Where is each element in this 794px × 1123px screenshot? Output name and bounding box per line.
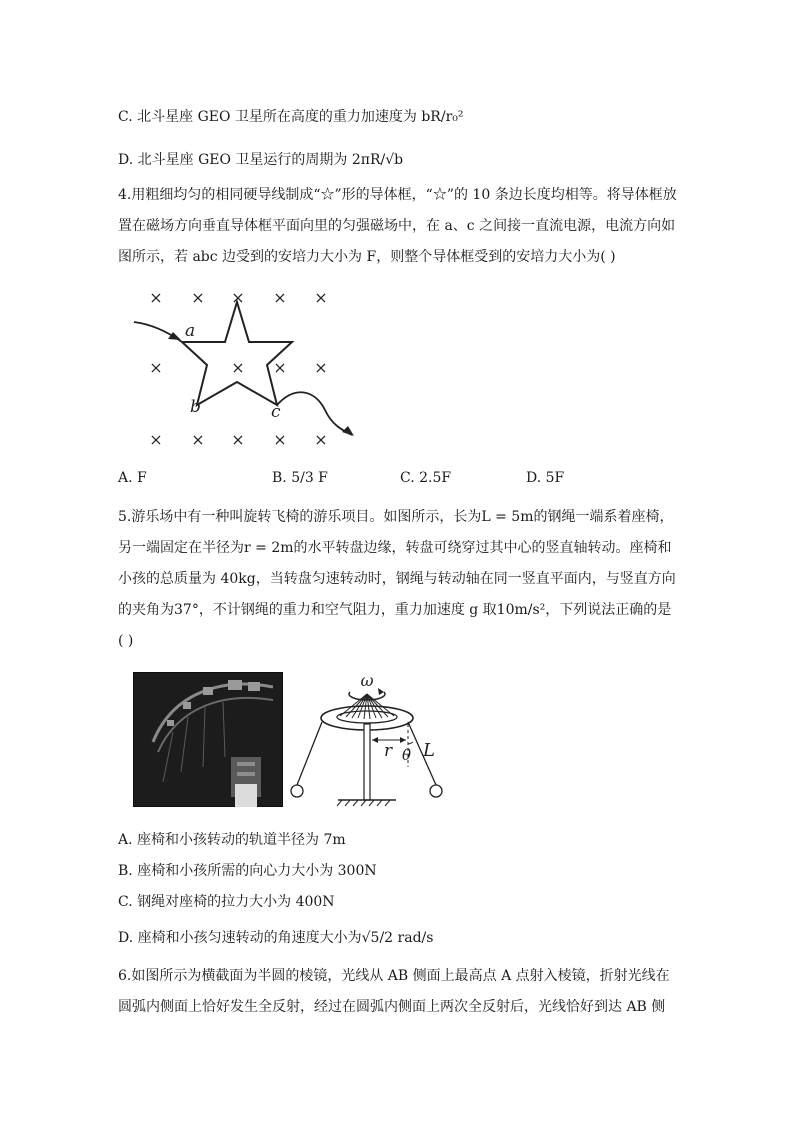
right-seat	[430, 785, 442, 797]
star-frame	[182, 302, 292, 405]
q4-options	[118, 470, 678, 492]
svg-text:×: ×	[191, 430, 205, 449]
q5-option-b: B. 座椅和小孩所需的向心力大小为 300N	[118, 863, 377, 879]
q5-option-d: D. 座椅和小孩匀速转动的角速度大小为√5/2 rad/s	[118, 930, 434, 946]
q4-stem-line-2: 置在磁场方向垂直导体框平面向里的匀强磁场中，在 a、c 之间接一直流电源，电流方向如	[118, 218, 676, 234]
label-a: a	[185, 321, 196, 341]
q6-stem-line-2: 圆弧内侧面上恰好发生全反射，经过在圆弧内侧面上两次全反射后，光线恰好到达 AB 侧	[118, 999, 666, 1015]
left-seat	[291, 785, 303, 797]
q3-option-d: D. 北斗星座 GEO 卫星运行的周期为 2πR/√b	[118, 152, 404, 168]
q5-stem-line-5: ( )	[118, 633, 134, 649]
svg-text:×: ×	[149, 358, 163, 377]
svg-text:×: ×	[314, 288, 328, 307]
q4-stem-line-1: 4.用粗细均匀的相同硬导线制成“☆”形的导体框，“☆”的 10 条边长度均相等。将导体框放	[118, 187, 677, 203]
label-theta: θ	[402, 746, 412, 764]
svg-text:×: ×	[149, 430, 163, 449]
q4-option-c: C. 2.5F	[400, 470, 452, 486]
q5-stem-line-4: 的夹角为37°，不计钢绳的重力和空气阻力，重力加速度 g 取10m/s²，下列说法正确的是	[118, 602, 672, 618]
label-b: b	[190, 397, 201, 417]
svg-text:×: ×	[273, 358, 287, 377]
vertical-axis-pole	[364, 724, 370, 800]
swing-ride-photo	[133, 672, 283, 807]
svg-text:×: ×	[273, 430, 287, 449]
label-omega: ω	[360, 672, 374, 690]
swing-ride-diagram	[288, 672, 458, 807]
label-r: r	[384, 741, 393, 761]
incoming-arrow-icon	[168, 332, 181, 340]
q4-stem-line-3: 图所示，若 abc 边受到的安培力大小为 F，则整个导体框受到的安培力大小为( )	[118, 249, 616, 265]
outgoing-wire	[277, 392, 352, 435]
outgoing-arrow-icon	[342, 426, 354, 436]
svg-text:×: ×	[191, 288, 205, 307]
svg-text:×: ×	[314, 430, 328, 449]
svg-text:×: ×	[314, 358, 328, 377]
svg-text:×: ×	[231, 288, 245, 307]
label-L: L	[423, 740, 435, 761]
q5-stem-line-3: 小孩的总质量为 40kg，当转盘匀速转动时，钢绳与转动轴在同一竖直平面内，与竖直方向	[118, 571, 676, 587]
theta-arc	[408, 742, 413, 744]
left-rope	[297, 722, 322, 785]
svg-text:×: ×	[149, 288, 163, 307]
q5-stem-line-2: 另一端固定在半径为r = 2m的水平转盘边缘，转盘可绕穿过其中心的竖直轴转动。座椅和	[118, 540, 672, 556]
q5-option-c: C. 钢绳对座椅的拉力大小为 400N	[118, 894, 335, 910]
svg-text:×: ×	[231, 358, 245, 377]
q3-option-c: C. 北斗星座 GEO 卫星所在高度的重力加速度为 bR/r₀²	[118, 109, 464, 125]
q6-stem-line-1: 6.如图所示为横截面为半圆的棱镜，光线从 AB 侧面上最高点 A 点射入棱镜，折射光线在	[118, 968, 670, 984]
q4-option-d: D. 5F	[526, 470, 565, 486]
svg-text:×: ×	[231, 430, 245, 449]
label-c: c	[271, 402, 281, 422]
ground-hatch	[337, 800, 390, 806]
magnetic-field-crosses	[149, 288, 327, 449]
q5-stem-line-1: 5.游乐场中有一种叫旋转飞椅的游乐项目。如图所示，长为L = 5m的钢绳一端系着座椅，	[118, 509, 674, 525]
q4-option-a: A. F	[118, 470, 147, 486]
q5-option-a: A. 座椅和小孩转动的轨道半径为 7m	[118, 832, 346, 848]
q4-option-b: B. 5/3 F	[272, 470, 328, 486]
q4-star-figure	[110, 280, 380, 455]
svg-text:×: ×	[273, 288, 287, 307]
